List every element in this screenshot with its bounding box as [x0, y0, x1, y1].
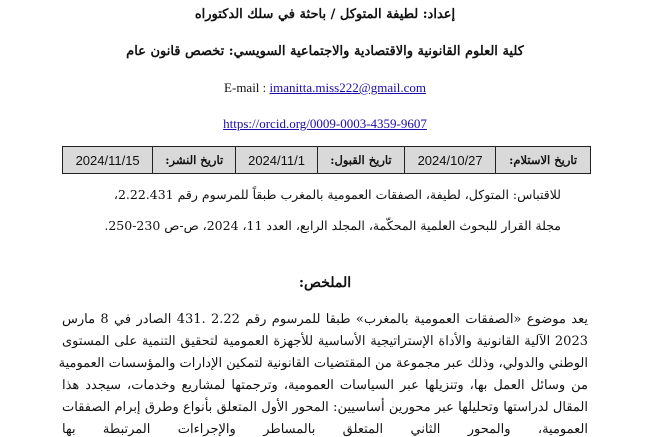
abstract-line: 2023 الآلية القانونية والأداة الإستراتيجية الأساسية للأجهزة العمومية لتحقيق التنمية على المستوى	[62, 334, 588, 349]
email-line	[0, 80, 650, 96]
abstract-line: المقال لدراستها وتحليلها عبر محورين أساسيين: المحور الأول المتعلق بأنواع وطرق إبرام الصفقات	[62, 400, 588, 415]
author-line: إعداد: لطيفة المتوكل / باحثة في سلك الدكتوراه	[194, 7, 456, 22]
faculty-line: كلية العلوم القانونية والاقتصادية والاجتماعية السويسي: تخصص قانون عام	[126, 44, 524, 59]
dates-table	[62, 146, 591, 174]
abstract-line: من وسائل العمل بها، وتنزيلها عبر السياسات العمومية، وترجمتها لمشاريع وخدمات، سيجدد هذا	[62, 378, 588, 393]
orcid-line	[0, 116, 650, 132]
received-label: تاريخ الاستلام:	[496, 147, 591, 174]
accepted-value: 2024/11/1	[236, 147, 318, 174]
received-value: 2024/10/27	[404, 147, 495, 174]
dates-row	[63, 147, 591, 174]
email-label: E-mail :	[224, 80, 270, 95]
abstract-line: الوطني والدولي، وذلك عبر مجموعة من المقتضيات القانونية لتمكين الإدارات والمؤسسات العمومية	[58, 356, 588, 371]
published-label: تاريخ النشر:	[153, 147, 236, 174]
citation-line-1: للاقتباس: المتوكل، لطيفة، الصفقات العمومية بالمغرب طبقاً للمرسوم رقم 2.22.431،	[113, 187, 561, 202]
email-link[interactable]: imanitta.miss222@gmail.com	[269, 80, 426, 95]
orcid-link[interactable]: https://orcid.org/0009-0003-4359-9607	[223, 116, 427, 131]
citation-line-2: مجلة القرار للبحوث العلمية المحكّمة، المجلد الرابع، العدد 11، 2024، ص-ص 230-250.	[104, 218, 561, 233]
abstract-line: العمومية، والمحور الثاني المتعلق بالمساطر والإجراءات المرتبطة بها	[62, 422, 588, 437]
accepted-label: تاريخ القبول:	[317, 147, 404, 174]
published-value: 2024/11/15	[63, 147, 153, 174]
abstract-title: الملخص:	[298, 275, 352, 291]
abstract-line: يعد موضوع «الصفقات العمومية بالمغرب» طبقا للمرسوم رقم 2.22 .431 الصادر في 8 مارس	[62, 312, 588, 327]
